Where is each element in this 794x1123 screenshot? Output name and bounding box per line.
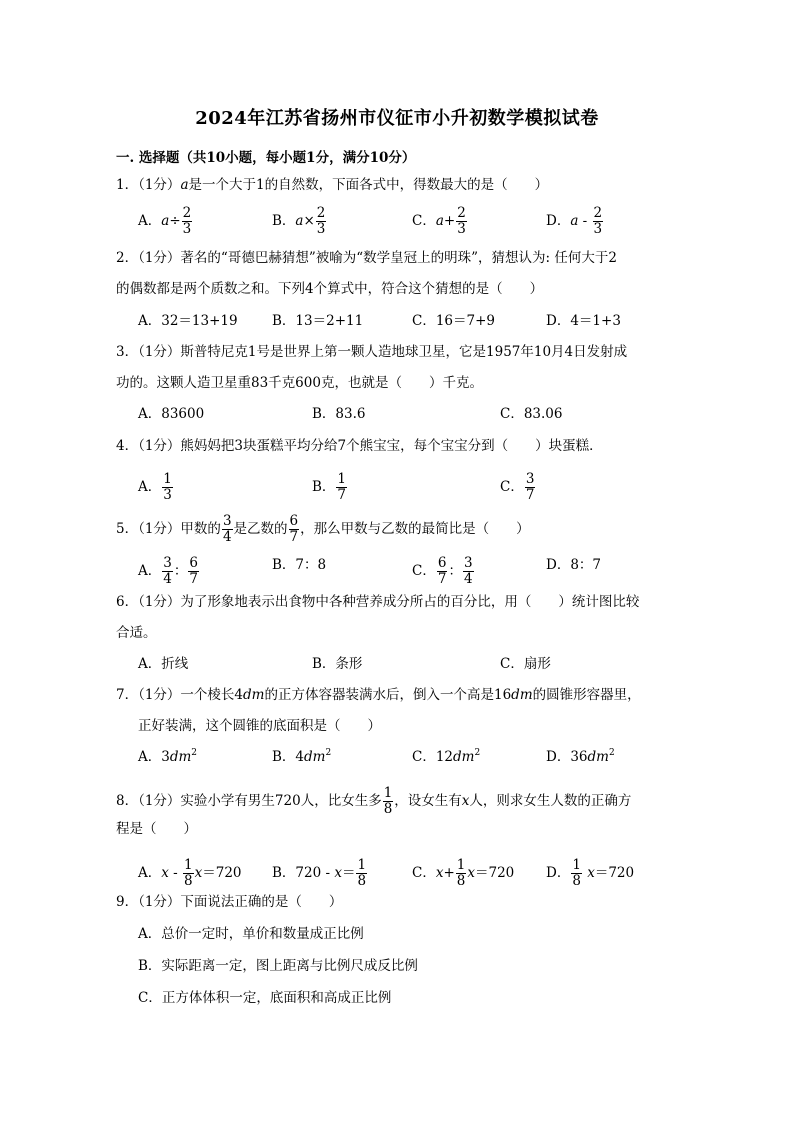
option-6c: C．扇形 bbox=[500, 656, 551, 672]
option-7c: C．$12dm^2$ bbox=[412, 748, 481, 765]
question-text: 是一个大于1的自然数，下面各式中，得数最大的是（ ） bbox=[188, 177, 549, 193]
question-number: 1．（1分） bbox=[116, 177, 181, 193]
question-3-line-2: 功的。这颗人造卫星重83千克600克，也就是（ ）千克。 bbox=[116, 375, 483, 391]
question-1 bbox=[116, 176, 548, 194]
variable: a bbox=[180, 177, 189, 193]
option-2b: B．13＝2+11 bbox=[272, 313, 364, 329]
option-4c: C． $\frac{3}{7}$ bbox=[500, 471, 535, 503]
option-2a: A．32＝13+19 bbox=[138, 313, 238, 329]
option-5d: D．8：7 bbox=[546, 557, 602, 573]
fraction: $\frac{2}{3}$ bbox=[182, 205, 192, 237]
option-5a: A． $\frac{3}{4}$ ： $\frac{6}{7}$ bbox=[138, 555, 198, 587]
option-1b: B．a× $\frac{2}{3}$ bbox=[272, 205, 326, 237]
option-7a: A．$3dm^2$ bbox=[138, 748, 198, 765]
option-5b: B．7：8 bbox=[272, 557, 327, 573]
option-7b: B．$4dm^2$ bbox=[272, 748, 332, 765]
question-7-line-1: 7．（1分）一个棱长4dm的正方体容器装满水后，倒入一个高是16dm的圆锥形容器里， bbox=[116, 687, 641, 703]
option-6a: A．折线 bbox=[138, 656, 189, 672]
question-2-line-2: 的偶数都是两个质数之和。下列4个算式中，符合这个猜想的是（ ） bbox=[116, 281, 544, 297]
fraction: $\frac{3}{7}$ bbox=[525, 471, 535, 503]
option-2d: D．4＝1+3 bbox=[546, 313, 621, 329]
option-3a: A．83600 bbox=[138, 406, 205, 422]
option-2c: C．16＝7+9 bbox=[412, 313, 495, 329]
fraction: $\frac{1}{7}$ bbox=[337, 471, 347, 503]
question-8-line-1: 8．（1分）实验小学有男生720人，比女生多 $\frac{1}{8}$ ，设女生有x人，则求女生人数的正确方 bbox=[116, 785, 632, 817]
option-1c: C．a+ $\frac{2}{3}$ bbox=[412, 205, 466, 237]
option-6b: B．条形 bbox=[312, 656, 363, 672]
option-8d: D． $\frac{1}{8}$ x＝720 bbox=[546, 857, 635, 889]
option-9c: C．正方体体积一定，底面积和高成正比例 bbox=[138, 990, 392, 1006]
option-1d: D．a - $\frac{2}{3}$ bbox=[546, 205, 603, 237]
option-4a: A． $\frac{1}{3}$ bbox=[138, 471, 172, 503]
option-8a: A．x - $\frac{1}{8}$ x＝720 bbox=[138, 857, 242, 889]
option-8c: C．x+ $\frac{1}{8}$ x＝720 bbox=[412, 857, 515, 889]
question-8-line-2: 程是（ ） bbox=[116, 821, 197, 837]
option-4b: B． $\frac{1}{7}$ bbox=[312, 471, 347, 503]
question-9: 9．（1分）下面说法正确的是（ ） bbox=[116, 894, 343, 910]
fraction: $\frac{2}{3}$ bbox=[316, 205, 326, 237]
fraction: $\frac{1}{3}$ bbox=[163, 471, 172, 503]
option-3b: B．83.6 bbox=[312, 406, 366, 422]
option-5c: C． $\frac{6}{7}$ ： $\frac{3}{4}$ bbox=[412, 555, 473, 587]
option-1a: A．a÷ $\frac{2}{3}$ bbox=[138, 205, 192, 237]
section-heading: 一. 选择题（共10小题，每小题1分，满分10分） bbox=[116, 150, 416, 166]
question-6-line-2: 合适。 bbox=[116, 625, 157, 641]
option-8b: B．720 - x＝ $\frac{1}{8}$ bbox=[272, 857, 367, 889]
question-3-line-1: 3．（1分）斯普特尼克1号是世界上第一颗人造地球卫星，它是1957年10月4日发射成 bbox=[116, 344, 628, 360]
fraction: $\frac{2}{3}$ bbox=[593, 205, 603, 237]
question-7-line-2: 正好装满，这个圆锥的底面积是（ ） bbox=[138, 718, 381, 734]
page-title: 2024年江苏省扬州市仪征市小升初数学模拟试卷 bbox=[195, 108, 599, 129]
option-9a: A．总价一定时，单价和数量成正比例 bbox=[138, 926, 364, 942]
option-9b: B．实际距离一定，图上距离与比例尺成反比例 bbox=[138, 958, 418, 974]
fraction: $\frac{2}{3}$ bbox=[457, 205, 466, 237]
question-2-line-1: 2．（1分）著名的“哥德巴赫猜想”被喻为“数学皇冠上的明珠”，猜想认为: 任何大于2 bbox=[116, 250, 617, 266]
fraction: $\frac{3}{4}$ bbox=[222, 513, 232, 545]
option-7d: D．$36dm^2$ bbox=[546, 748, 615, 765]
option-3c: C．83.06 bbox=[500, 406, 563, 422]
fraction: $\frac{1}{8}$ bbox=[383, 785, 393, 817]
question-6-line-1: 6．（1分）为了形象地表示出食物中各种营养成分所占的百分比，用（ ）统计图比较 bbox=[116, 594, 640, 610]
question-4: 4．（1分）熊妈妈把3块蛋糕平均分给7个熊宝宝，每个宝宝分到（ ）块蛋糕． bbox=[116, 438, 603, 454]
fraction: $\frac{6}{7}$ bbox=[289, 513, 299, 545]
question-5: 5．（1分）甲数的 $\frac{3}{4}$ 是乙数的 $\frac{6}{7}$ ，那么甲数与乙数的最简比是（ ） bbox=[116, 513, 530, 545]
